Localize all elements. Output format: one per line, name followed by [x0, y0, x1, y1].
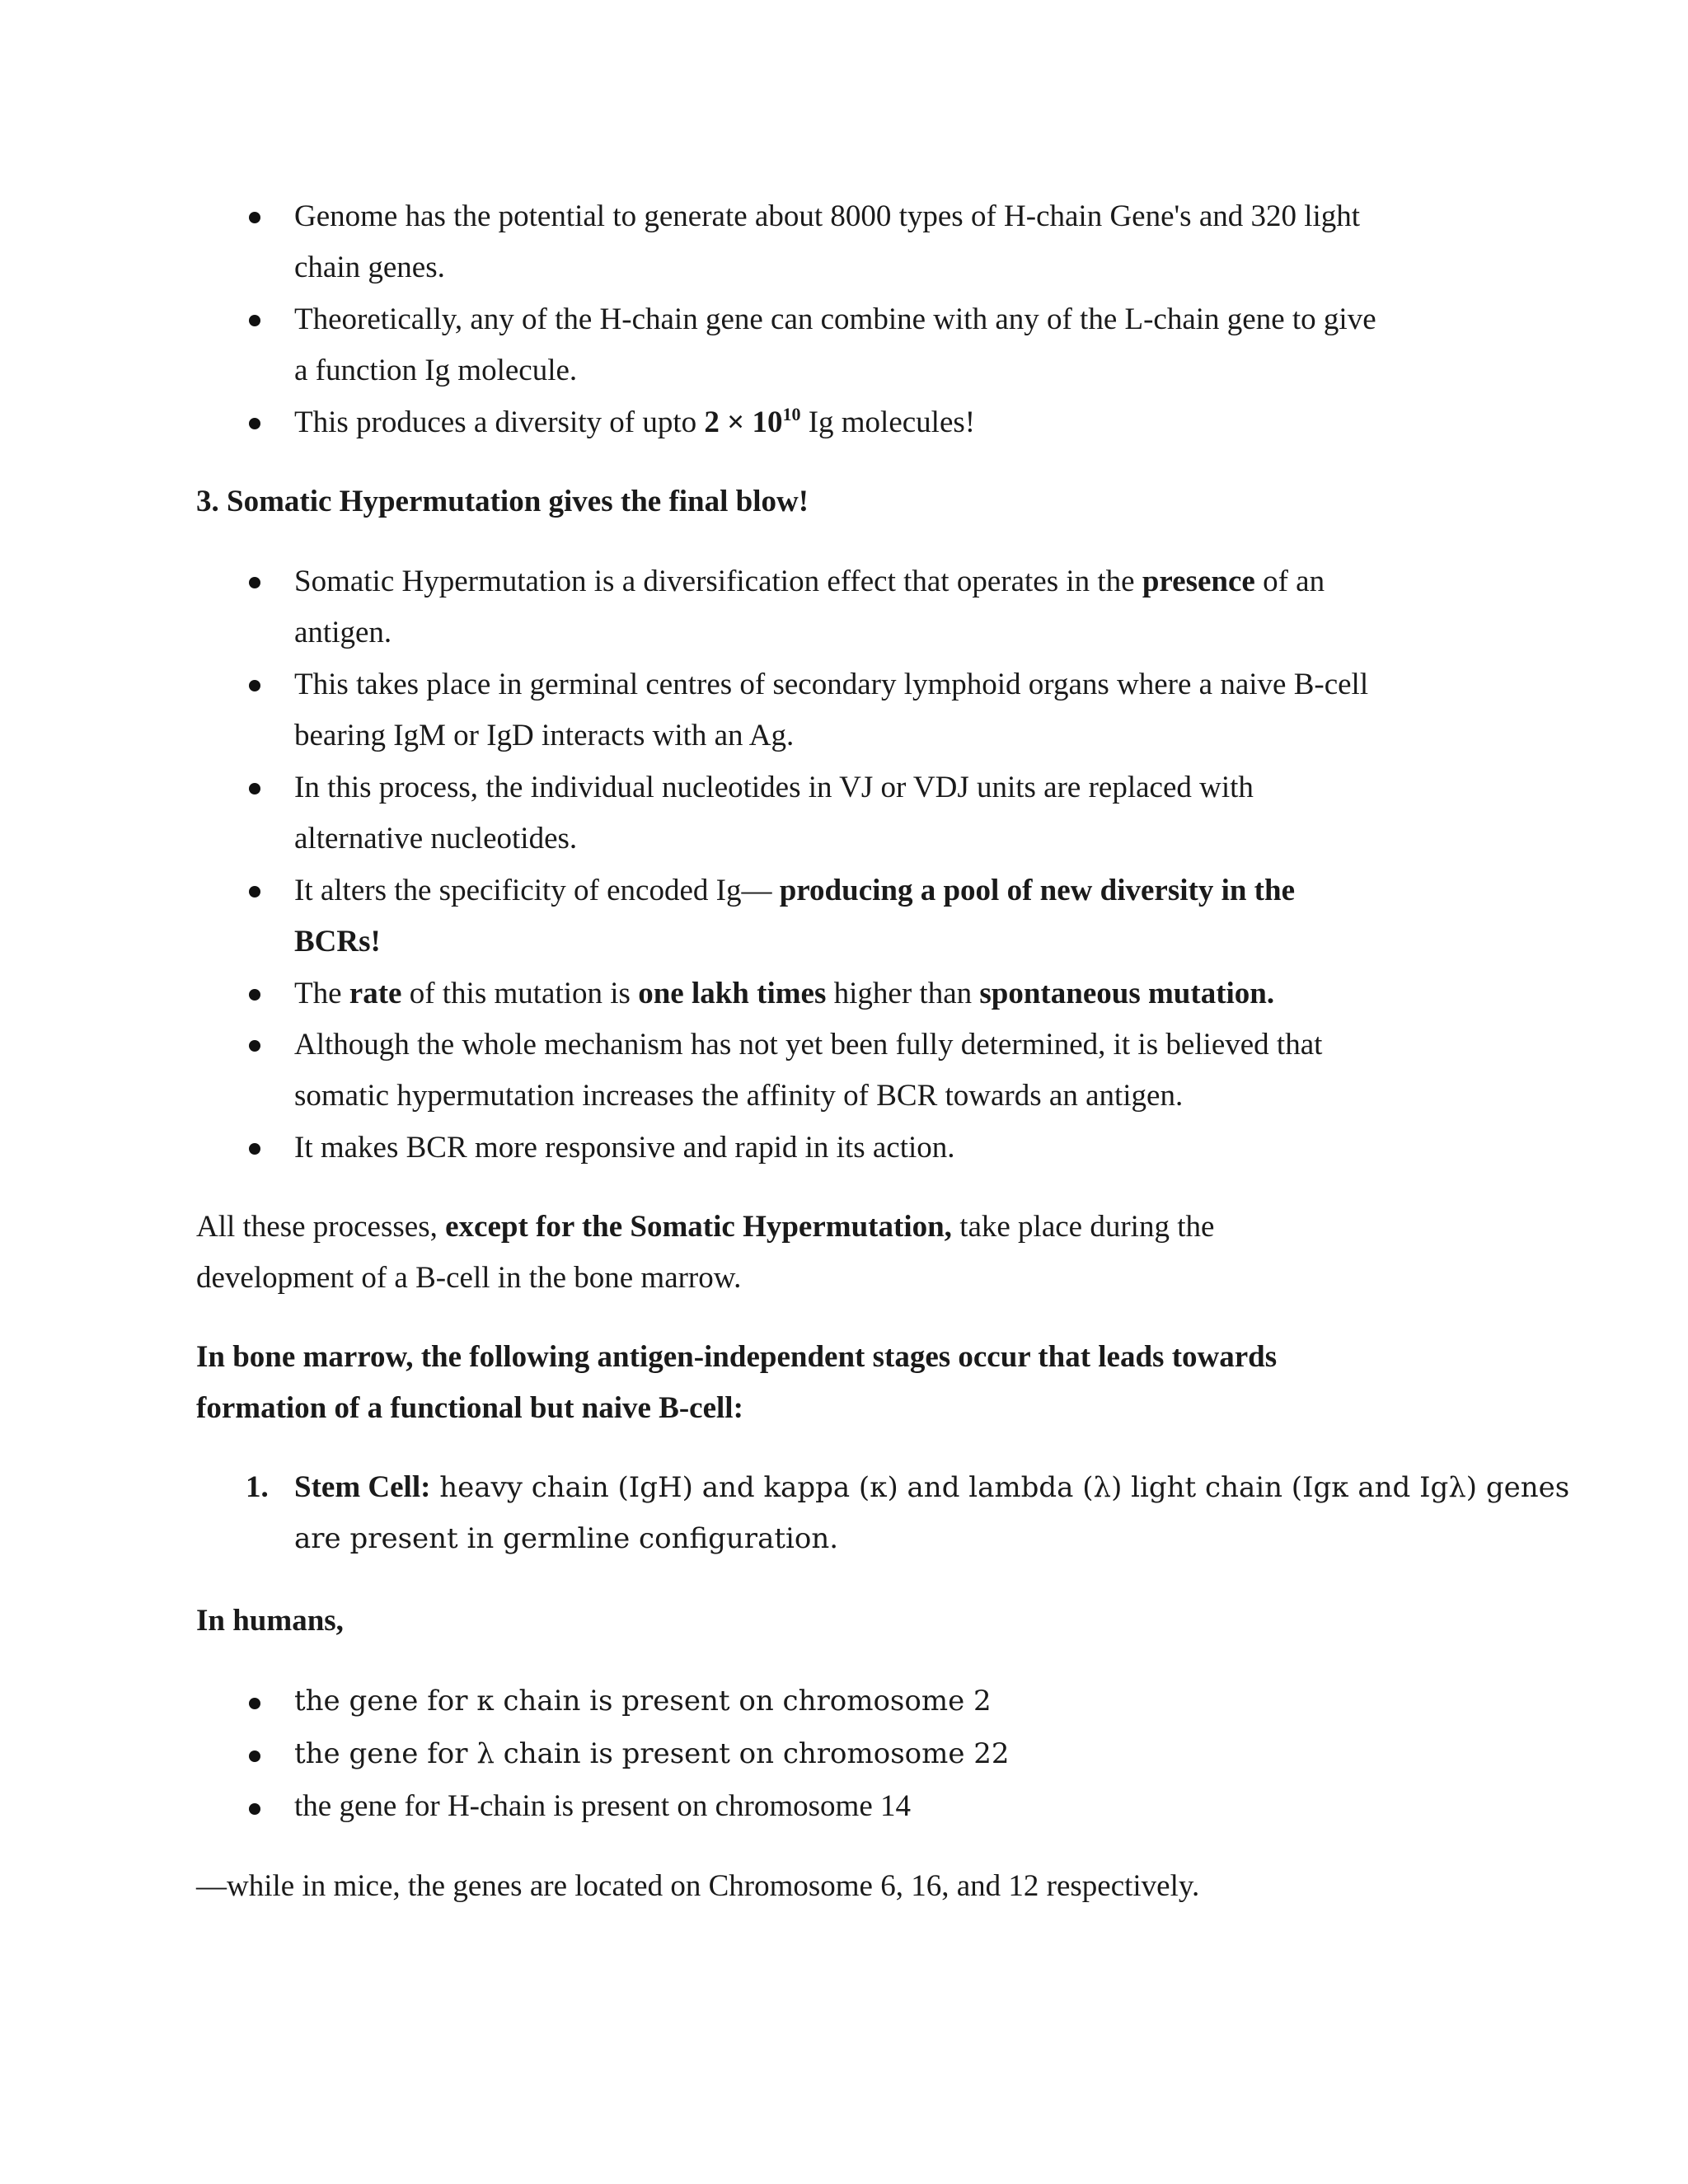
list-item-continuation: antigen. [294, 616, 392, 649]
bullet-dot [249, 1750, 260, 1762]
bullet-dot [249, 1803, 260, 1815]
list-item: the gene for κ chain is present on chromosome 2 [294, 1685, 992, 1718]
list-item-continuation: somatic hypermutation increases the affinity of BCR towards an antigen. [294, 1079, 1184, 1113]
numbered-list-item: Stem Cell: heavy chain (IgH) and kappa (κ) and lambda (λ) light chain (Igκ and Igλ) genes [294, 1470, 1570, 1504]
list-item: Somatic Hypermutation is a diversification effect that operates in the presence of an [294, 565, 1325, 598]
numbered-list-item-continuation: are present in germline configuration. [294, 1522, 839, 1555]
bullet-dot [249, 989, 260, 1001]
list-item: Theoretically, any of the H-chain gene can combine with any of the L-chain gene to give [294, 302, 1376, 336]
bullet-dot [249, 577, 260, 588]
section-heading: In humans, [196, 1604, 344, 1638]
list-item: It alters the specificity of encoded Ig— producing a pool of new diversity in the [294, 874, 1295, 907]
paragraph: All these processes, except for the Somatic Hypermutation, take place during the [196, 1210, 1215, 1244]
list-item: It makes BCR more responsive and rapid in its action. [294, 1131, 955, 1165]
list-item: The rate of this mutation is one lakh times higher than spontaneous mutation. [294, 977, 1275, 1010]
list-item: Genome has the potential to generate about 8000 types of H-chain Gene's and 320 light [294, 199, 1361, 233]
list-item: This takes place in germinal centres of secondary lymphoid organs where a naive B-cell [294, 668, 1369, 701]
list-number: 1. [246, 1470, 269, 1504]
bullet-dot [249, 680, 260, 691]
section-heading: In bone marrow, the following antigen-independent stages occur that leads towards [196, 1340, 1278, 1374]
list-item: the gene for H-chain is present on chromosome 14 [294, 1789, 912, 1823]
list-item-continuation: BCRs! [294, 925, 381, 958]
bullet-dot [249, 886, 260, 898]
closing-paragraph: —while in mice, the genes are located on Chromosome 6, 16, and 12 respectively. [196, 1869, 1200, 1903]
list-item: the gene for λ chain is present on chromosome 22 [294, 1737, 1010, 1770]
section-heading: 3. Somatic Hypermutation gives the final blow! [196, 485, 809, 518]
bullet-dot [249, 1143, 260, 1155]
list-item-continuation: bearing IgM or IgD interacts with an Ag. [294, 719, 795, 752]
paragraph-continuation: development of a B-cell in the bone marrow. [196, 1261, 742, 1295]
bullet-dot [249, 783, 260, 794]
list-item-continuation: chain genes. [294, 251, 445, 284]
section-heading-continuation: formation of a functional but naive B-cell: [196, 1391, 743, 1425]
list-item-continuation: a function Ig molecule. [294, 354, 578, 387]
list-item: Although the whole mechanism has not yet been fully determined, it is believed that [294, 1028, 1323, 1062]
bullet-dot [249, 418, 260, 429]
list-item: This produces a diversity of upto $2 \times 10^{10}$ Ig molecules! [294, 404, 976, 439]
list-item-continuation: alternative nucleotides. [294, 822, 578, 855]
list-item: In this process, the individual nucleotides in VJ or VDJ units are replaced with [294, 771, 1254, 804]
bullet-dot [249, 1698, 260, 1709]
bullet-dot [249, 315, 260, 326]
bullet-dot [249, 1040, 260, 1052]
bullet-dot [249, 212, 260, 223]
